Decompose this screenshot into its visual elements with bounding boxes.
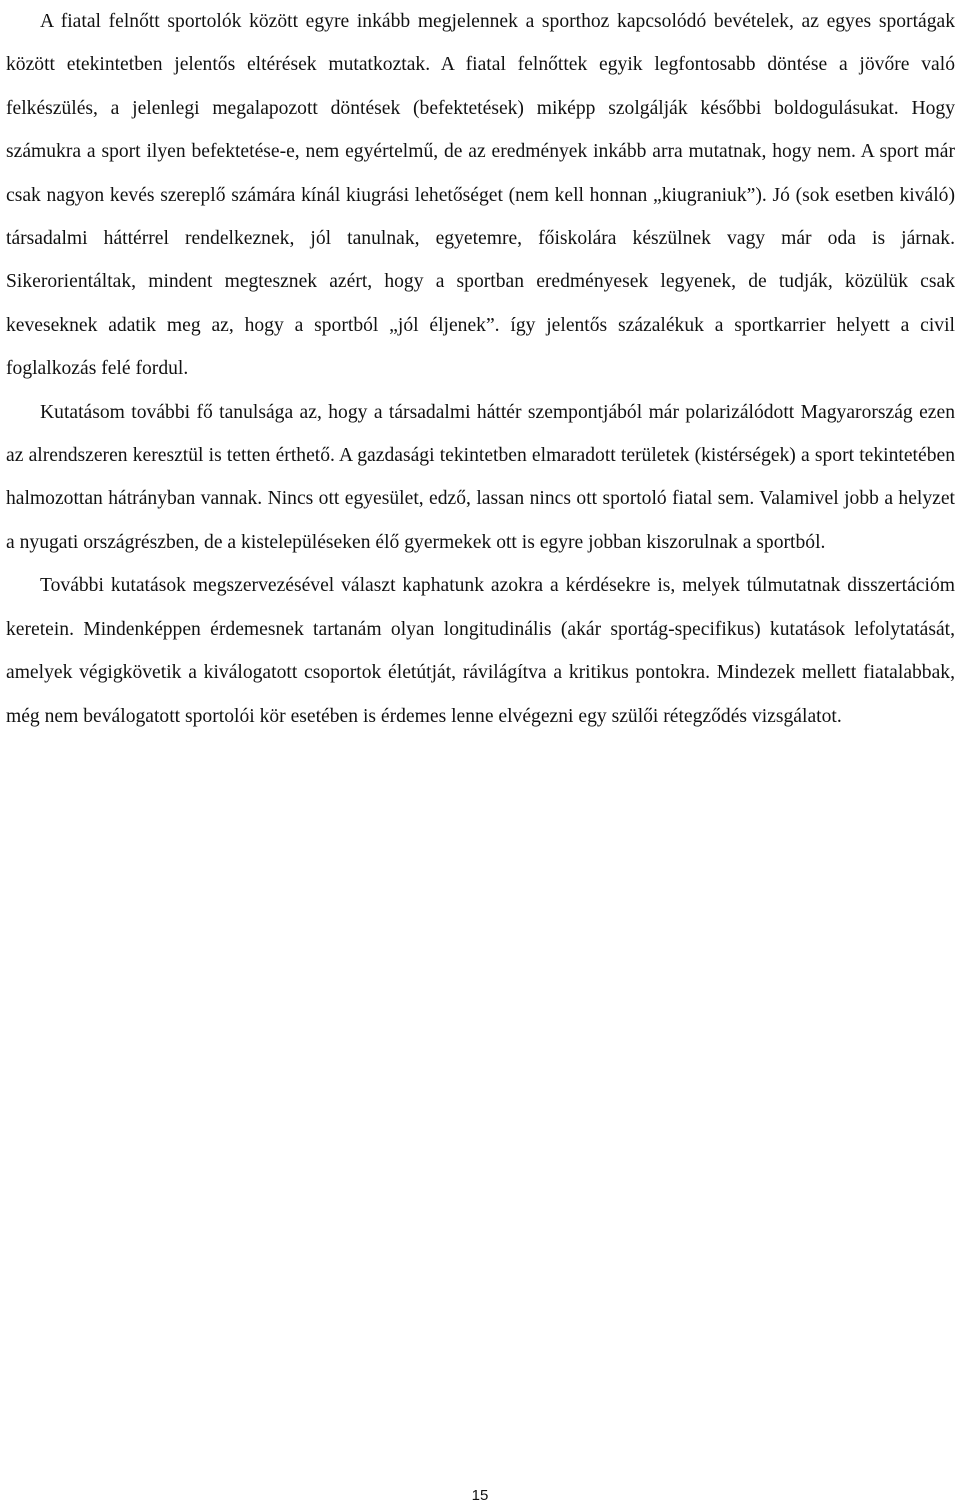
page-number: 15 bbox=[471, 1487, 489, 1504]
paragraph-1: A fiatal felnőtt sportolók között egyre inkább megjelennek a sporthoz kapcsolódó bevételek, az egyes sportágak között etekintetben jelentős eltérések mutatkoztak. A fiatal felnőttek egyik legfontosabb döntése a jövőre való felkészülés, a jelenlegi megalapozott döntések (befektetések) miképp szolgálják későbbi boldogulásukat. Hogy számukra a sport ilyen befektetése-e, nem egyértelmű, de az eredmények inkább arra mutatnak, hogy nem. A sport már csak nagyon kevés szereplő számára kínál kiugrási lehetőséget (nem kell honnan „kiugraniuk”). Jó (sok esetben kiváló) társadalmi háttérrel rendelkeznek, jól tanulnak, egyetemre, főiskolára készülnek vagy már oda is járnak. Sikerorientáltak, mindent megtesznek azért, hogy a sportban eredményesek legyenek, de tudják, közülük csak keveseknek adatik meg az, hogy a sportból „jól éljenek”. így jelentős százalékuk a sportkarrier helyett a civil foglalkozás felé fordul. bbox=[6, 11, 955, 380]
paragraph-2: Kutatásom további fő tanulsága az, hogy a társadalmi háttér szempontjából már polarizálódott Magyarország ezen az alrendszeren keresztül is tetten érthető. A gazdasági tekintetben elmaradott területek (kistérségek) a sport tekintetében halmozottan hátrányban vannak. Nincs ott egyesület, edző, lassan nincs ott sportoló fiatal sem. Valamivel jobb a helyzet a nyugati országrészben, de a kistelepüléseken élő gyermekek ott is egyre jobban kiszorulnak a sportból. bbox=[6, 401, 955, 553]
paragraph-3: További kutatások megszervezésével választ kaphatunk azokra a kérdésekre is, melyek túlmutatnak disszertációm keretein. Mindenképpen érdemesnek tartanám olyan longitudinális (akár sportág-specifikus) kutatások lefolytatását, amelyek végigkövetik a kiválogatott csoportok életútját, rávilágítva a kritikus pontokra. Mindezek mellett fiatalabbak, még nem beválogatott sportolói kör esetében is érdemes lenne elvégezni egy szülői rétegződés vizsgálatot. bbox=[6, 575, 955, 727]
body-text bbox=[6, 0, 955, 738]
